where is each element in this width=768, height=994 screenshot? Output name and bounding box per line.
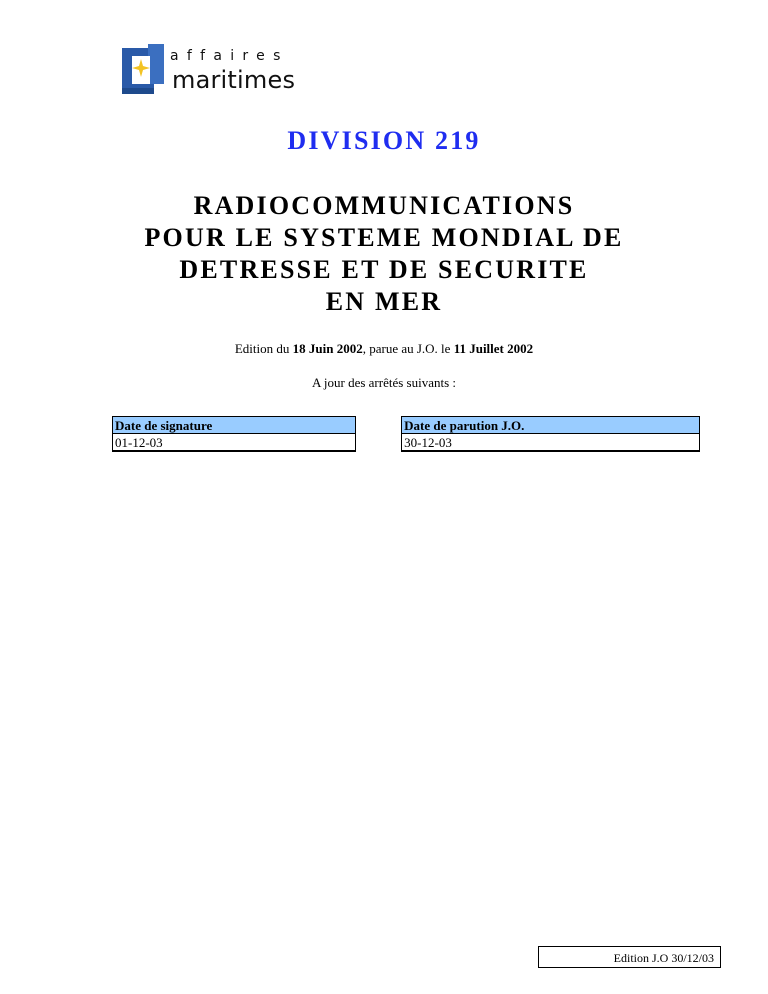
logo-mark-icon <box>122 44 166 96</box>
logo-text-affaires: affaires <box>170 48 289 64</box>
title-line: POUR LE SYSTEME MONDIAL DE <box>144 223 624 252</box>
edition-prefix: Edition du <box>234 341 293 356</box>
division-heading: DIVISION 219 <box>287 126 481 155</box>
affaires-maritimes-logo <box>122 44 302 100</box>
title-line: RADIOCOMMUNICATIONS <box>193 191 575 220</box>
cell-date-parution: 30-12-03 <box>402 434 700 452</box>
edition-middle: , parue au J.O. le <box>362 341 454 356</box>
table-row <box>113 434 700 452</box>
update-note: A jour des arrêtés suivants : <box>311 375 457 390</box>
header-date-parution: Date de parution J.O. <box>402 417 700 434</box>
column-gap <box>356 417 402 434</box>
table-header-row <box>113 417 700 434</box>
header-date-signature: Date de signature <box>113 417 356 434</box>
edition-line <box>0 341 768 357</box>
document-title <box>0 190 768 318</box>
title-line: EN MER <box>325 287 443 316</box>
footer-edition: Edition J.O 30/12/03 <box>538 946 721 968</box>
jo-date: 11 Juillet 2002 <box>453 341 534 356</box>
title-line: DETRESSE ET DE SECURITE <box>179 255 589 284</box>
amendments-table <box>112 416 700 452</box>
cell-date-signature: 01-12-03 <box>113 434 356 452</box>
column-gap <box>356 434 402 452</box>
edition-date: 18 Juin 2002 <box>292 341 363 356</box>
logo-text-maritimes: maritimes <box>172 66 296 94</box>
